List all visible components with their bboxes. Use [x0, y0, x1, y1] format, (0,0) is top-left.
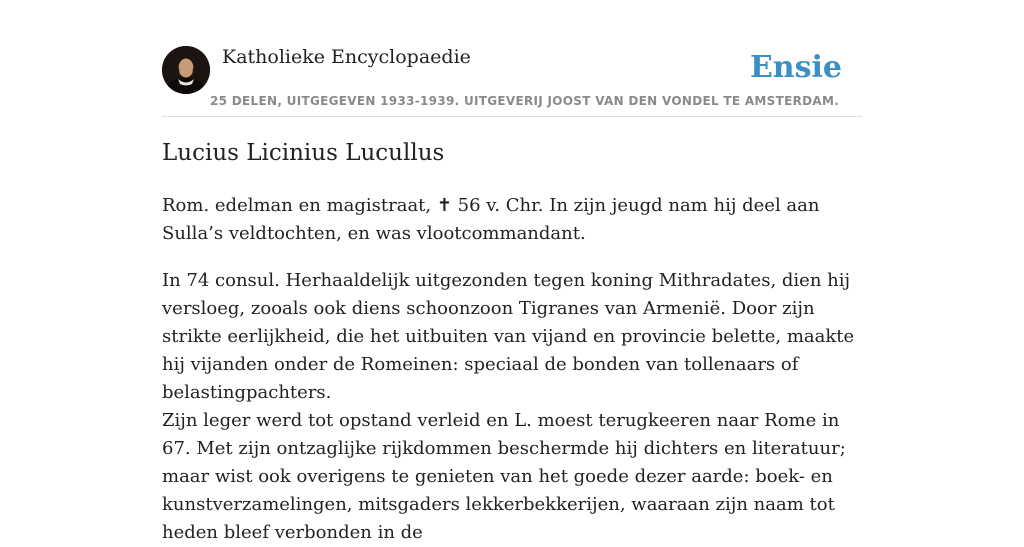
portrait-avatar-icon[interactable]: [162, 46, 210, 94]
publication-subtitle: 25 DELEN, UITGEGEVEN 1933-1939. UITGEVERIJ JOOST VAN DEN VONDEL TE AMSTERDAM.: [210, 94, 840, 108]
publication-title[interactable]: Katholieke Encyclopaedie: [222, 46, 471, 68]
article-paragraph: In 74 consul. Herhaaldelijk uitgezonden tegen koning Mithradates, dien hij versloeg, zooals ook diens schoonzoon Tigranes van Armenië. Door zijn strikte eerlijkheid, die het uitbuiten van vijand en provincie belette, maakte hij vijanden onder de Romeinen: speciaal de bonden van tollenaars of belastingpachters.: [162, 270, 855, 403]
page-container: [162, 0, 862, 543]
article-title: Lucius Licinius Lucullus: [162, 140, 445, 166]
ensie-logo-link[interactable]: Ensie: [749, 50, 842, 85]
article-paragraph: Zijn leger werd tot opstand verleid en L. moest terugkeeren naar Rome in 67. Met zijn ontzaglijke rijkdommen beschermde hij dichters en literatuur; maar wist ook overigens te genieten van het goede dezer aarde: boek- en kunstverzamelingen, mitsgaders lekkerbekkerijen, waaraan zijn naam tot heden bleef verbonden in de: [162, 410, 846, 543]
publication-header: [162, 0, 862, 117]
article-paragraph: Rom. edelman en magistraat, ✝ 56 v. Chr. In zijn jeugd nam hij deel aan Sulla’s veldtochten, en was vlootcommandant.: [162, 195, 820, 244]
